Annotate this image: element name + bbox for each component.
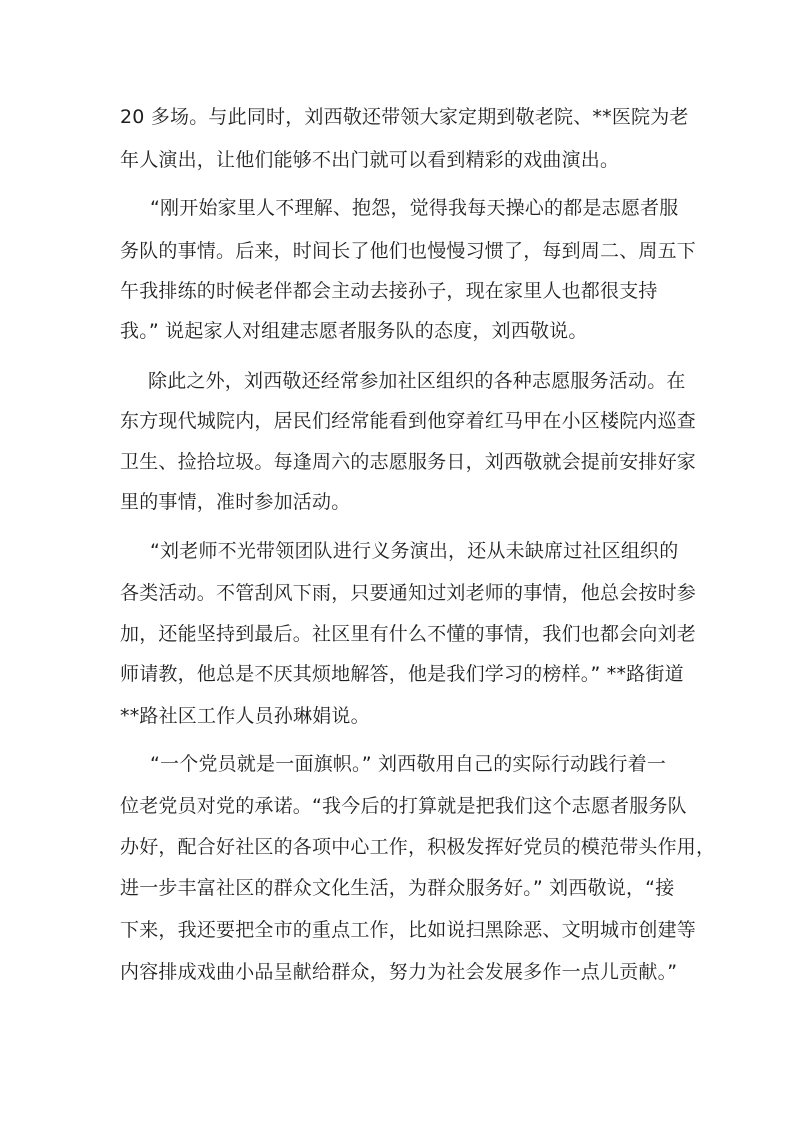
text-line-10: 里的事情，准时参加活动。 [120, 491, 351, 513]
text-line-6: 我。” 说起家人对组建志愿者服务队的态度，刘西敬说。 [120, 320, 588, 342]
text-line-2: 年人演出，让他们能够不出门就可以看到精彩的戏曲演出。 [120, 149, 620, 171]
text-line-8: 东方现代城院内，居民们经常能看到他穿着红马甲在小区楼院内巡查 [120, 410, 697, 432]
text-line-15: **路社区工作人员孙琳娟说。 [120, 705, 370, 727]
text-line-20: 下来，我还要把全市的重点工作，比如说扫黑除恶、文明城市创建等 [120, 919, 697, 941]
text-line-9: 卫生、捡拾垃圾。每逢周六的志愿服务日，刘西敬就会提前安排好家 [120, 451, 697, 473]
text-line-3: “刚开始家里人不理解、抱怨，觉得我每天操心的都是志愿者服 [150, 197, 679, 219]
text-line-16: “一个党员就是一面旗帜。” 刘西敬用自己的实际行动践行着一 [150, 753, 667, 775]
text-line-7: 除此之外，刘西敬还经常参加社区组织的各种志愿服务活动。在 [148, 370, 686, 392]
text-line-5: 午我排练的时候老伴都会主动去接孙子，现在家里人也都很支持 [120, 280, 658, 302]
text-line-13: 加，还能坚持到最后。社区里有什么不懂的事情，我们也都会向刘老 [120, 623, 697, 645]
text-line-11: “刘老师不光带领团队进行义务演出，还从未缺席过社区组织的 [150, 540, 679, 562]
text-line-19: 进一步丰富社区的群众文化生活，为群众服务好。” 刘西敬说，“接 [120, 877, 675, 899]
text-line-1: 20 多场。与此同时，刘西敬还带领大家定期到敬老院、**医院为老 [120, 106, 689, 128]
text-line-12: 各类活动。不管刮风下雨，只要通知过刘老师的事情，他总会按时参 [120, 582, 697, 604]
text-line-18: 办好，配合好社区的各项中心工作，积极发挥好党员的模范带头作用， [120, 836, 716, 858]
text-line-4: 务队的事情。后来，时间长了他们也慢慢习惯了，每到周二、周五下 [120, 240, 697, 262]
text-line-17: 位老党员对党的承诺。“我今后的打算就是把我们这个志愿者服务队 [120, 795, 687, 817]
text-line-14: 师请教，他总是不厌其烦地解答，他是我们学习的榜样。” **路街道 [120, 663, 684, 685]
text-line-21: 内容排成戏曲小品呈献给群众，努力为社会发展多作一点儿贡献。” [120, 961, 678, 983]
